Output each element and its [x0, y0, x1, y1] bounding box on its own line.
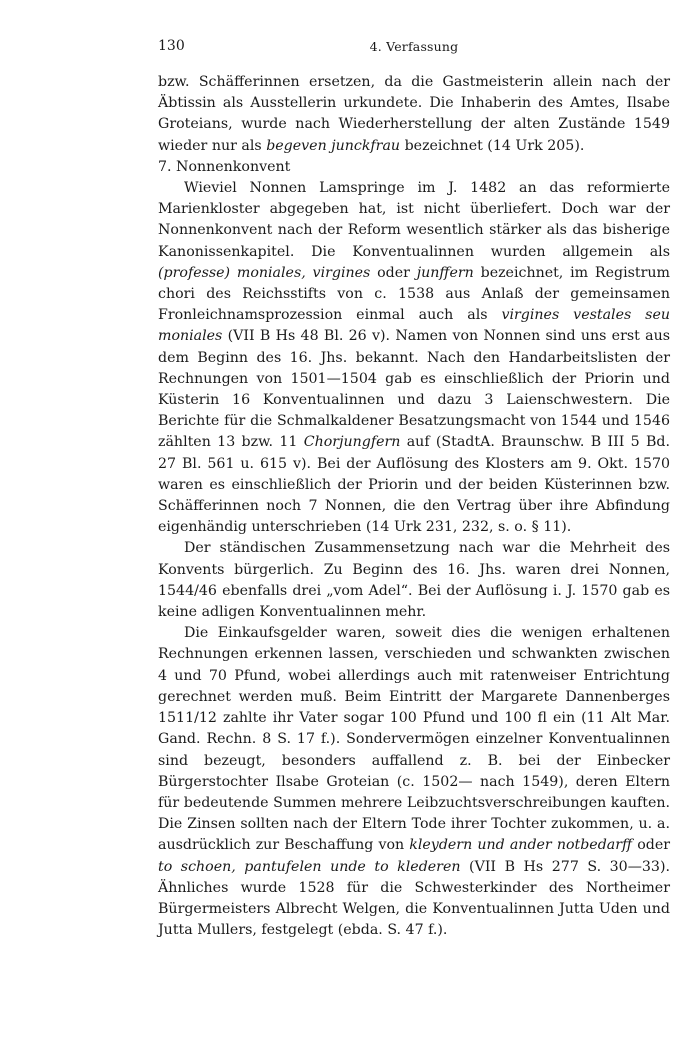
text-run: bezeichnet (14 Urk 205). [400, 137, 585, 154]
text-run: bzw. Schäfferinnen ersetzen, da die Gastmeisterin allein nach der Äbtissin als Ausstellerin urkundete. Die Inhaberin des Amtes, Ilsabe Groteians, wurde nach Wiederherstellung der alten Zustände 1549 wieder nur als [158, 74, 670, 154]
text-run: bezeichnet, im Registrum chori des Reichsstifts von c. 1538 aus Anlaß der gemeinsamen Fronleichnamsprozession einmal auch als [158, 264, 670, 324]
italic-term: kleydern und ander notbedarff [409, 837, 633, 854]
italic-term: Chorjungfern [303, 434, 401, 451]
paragraph-nonnen-count [158, 178, 670, 538]
paragraph-continuation [158, 72, 670, 157]
text-run: auf (StadtA. Braunschw. B III 5 Bd. 27 Bl. 561 u. 615 v). Bei der Auflösung des Klosters am 9. Okt. 1570 waren es einschließlich der Priorin und der beiden Küsterinnen bzw. Schäfferinnen noch 7 Nonnen, die den Vertrag über ihre Abfindung eigenhändig unterschrieben (14 Urk 231, 232, s. o. § 11). [158, 434, 670, 536]
italic-term: begeven junckfrau [266, 137, 401, 154]
page-number: 130 [158, 38, 185, 54]
paragraph-social-composition: Der ständischen Zusammensetzung nach war die Mehrheit des Konvents bürgerlich. Zu Beginn des 16. Jhs. waren drei Nonnen, 1544/46 ebenfalls drei „vom Adel“. Bei der Auflösung i. J. 1570 gab es keine adligen Konventualinnen mehr. [158, 540, 670, 621]
text-run: oder [632, 837, 670, 854]
italic-term: virgines vestales seu moniales [158, 307, 670, 345]
italic-term: junffern [416, 264, 474, 281]
italic-term: (professe) moniales, virgines [158, 264, 371, 281]
running-head: 4. Verfassung [369, 39, 459, 54]
text-run: (VII B Hs 277 S. 30—33). Ähnliches wurde 1528 für die Schwesterkinder des Northeimer Bürgermeisters Albrecht Welgen, die Konventualinnen Jutta Uden und Jutta Mullers, festgelegt (ebda. S. 47 f.). [158, 858, 670, 939]
paragraph-entry-fees [158, 623, 670, 941]
text-run: Die Einkaufsgelder waren, soweit dies die wenigen erhaltenen Rechnungen erkennen lassen, verschieden und schwankten zwischen 4 und 70 Pfund, wobei allerdings auch mit ratenweiser Entrichtung gerechnet werden muß. Beim Eintritt der Margarete Dannenberges 1511/12 zahlte ihr Vater sogar 100 Pfund und 100 fl ein (11 Alt Mar. Gand. Rechn. 8 S. 17 f.). Sondervermögen einzelner Konventualinnen sind bezeugt, besonders auffallend z. B. bei der Einbecker Bürgerstochter Ilsabe Groteian (c. 1502— nach 1549), deren Eltern für bedeutende Summen mehrere Leibzuchtsverschreibungen kauften. Die Zinsen sollten nach der Eltern Tode ihrer Tochter zukommen, u. a. ausdrücklich zur Beschaffung von [158, 625, 670, 854]
italic-term: to schoen, pantufelen unde to klederen [158, 858, 461, 875]
text-run: oder [370, 264, 417, 281]
page-header [158, 38, 670, 58]
text-run: (VII B Hs 48 Bl. 26 v). Namen von Nonnen sind uns erst aus dem Beginn des 16. Jhs. bekannt. Nach den Handarbeitslisten der Rechnungen von 1501—1504 gab es einschließlich der Priorin und Küsterin 16 Konventualinnen und dazu 3 Laienschwestern. Die Berichte für die Schmalkaldener Besatzungsmacht von 1544 und 1546 zählten 13 bzw. 11 [158, 328, 670, 451]
section-heading: 7. Nonnenkonvent [158, 158, 291, 175]
text-run: Wieviel Nonnen Lamspringe im J. 1482 an das reformierte Marienkloster abgegeben hat, ist nicht überliefert. Doch war der Nonnenkonvent nach der Reform wesentlich stärker als das bisherige Kanonissenkapitel. Die Konventualinnen wurden allgemein als [158, 180, 670, 260]
body-text [158, 72, 670, 941]
